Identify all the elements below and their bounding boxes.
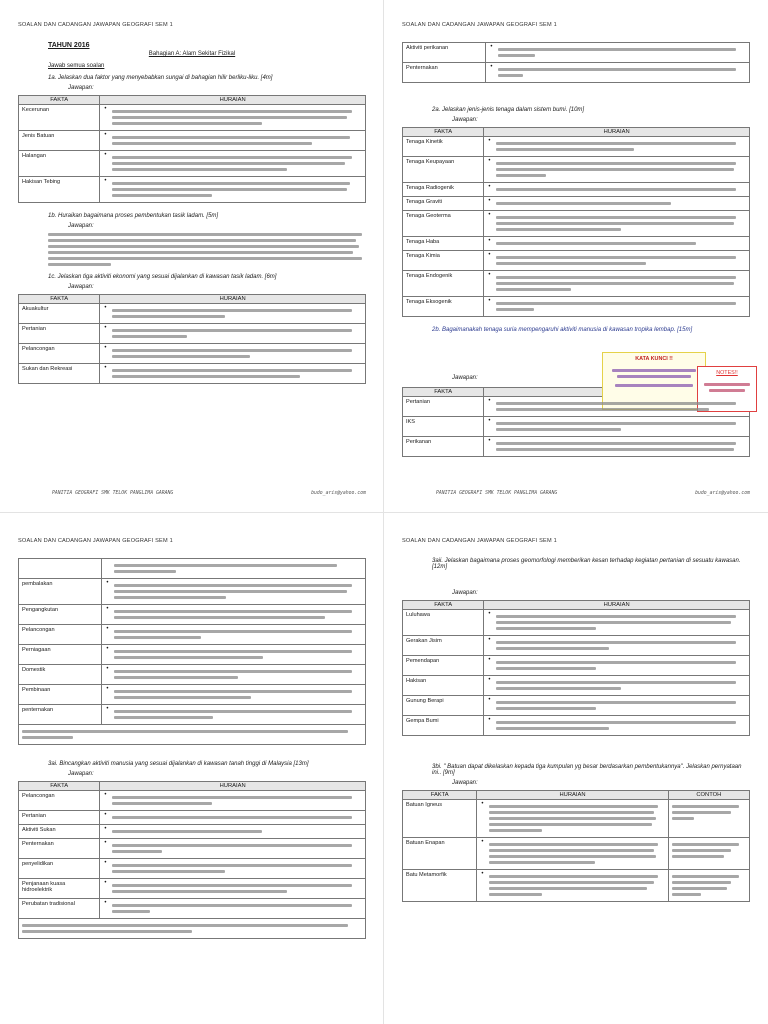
table-row	[19, 364, 366, 384]
fakta-cell: Tenaga Eksogenik	[403, 297, 484, 317]
fakta-cell: penternakan	[19, 705, 102, 725]
fakta-cell: Batuan Enapan	[403, 838, 477, 870]
page-header: SOALAN DAN CADANGAN JAWAPAN GEOGRAFI SEM 1	[402, 22, 557, 28]
answer-table-2b	[402, 387, 750, 457]
table-row	[403, 800, 750, 838]
question-3ai: 3ai. Bincangkan aktiviti manusia yang sesuai dijalankan di kawasan tanah tinggi di Malaysia [13m]	[48, 761, 309, 767]
huraian-cell	[100, 344, 366, 364]
table-row	[403, 656, 750, 676]
table-row	[19, 605, 366, 625]
page-header: SOALAN DAN CADANGAN JAWAPAN GEOGRAFI SEM 1	[402, 538, 557, 544]
table-row	[403, 870, 750, 902]
huraian-cell	[100, 859, 366, 879]
fakta-cell: Gerakan Jisim	[403, 636, 484, 656]
table-header-huraian: HURAIAN	[100, 782, 366, 791]
table-header-huraian: HURAIAN	[100, 295, 366, 304]
answer-label: Jawapan:	[68, 85, 94, 91]
fakta-cell: Domestik	[19, 665, 102, 685]
huraian-cell	[102, 685, 366, 705]
table-header-contoh: CONTOH	[668, 791, 749, 800]
answer-label: Jawapan:	[68, 284, 94, 290]
fakta-cell: Penternakan	[403, 63, 486, 83]
fakta-cell: Batu Metamorfik	[403, 870, 477, 902]
answer-label: Jawapan:	[452, 590, 478, 596]
answer-table-continued	[402, 42, 750, 83]
huraian-cell	[100, 177, 366, 203]
huraian-cell	[486, 43, 750, 63]
huraian-cell	[484, 237, 750, 251]
fakta-cell: Batuan Igneus	[403, 800, 477, 838]
huraian-cell	[477, 838, 668, 870]
table-row	[403, 271, 750, 297]
fakta-cell: Tenaga Geoterma	[403, 211, 484, 237]
huraian-cell	[100, 791, 366, 811]
document-page-4	[390, 520, 762, 1020]
conclusion-row	[19, 725, 366, 745]
huraian-cell	[484, 297, 750, 317]
huraian-cell	[100, 825, 366, 839]
table-row	[19, 859, 366, 879]
answer-paragraph	[48, 233, 362, 266]
huraian-cell	[484, 417, 750, 437]
table-row	[19, 344, 366, 364]
fakta-cell: Pelancongan	[19, 625, 102, 645]
fakta-cell: Tenaga Graviti	[403, 197, 484, 211]
fakta-cell: penyelidikan	[19, 859, 100, 879]
question-1a: 1a. Jelaskan dua faktor yang menyebabkan sungai di bahagian hilir berliku-liku. [4m]	[48, 75, 273, 81]
table-header-huraian: HURAIAN	[484, 601, 750, 610]
huraian-cell	[484, 397, 750, 417]
fakta-cell: Pembinaan	[19, 685, 102, 705]
huraian-cell	[100, 304, 366, 324]
huraian-cell	[477, 800, 668, 838]
table-row	[403, 211, 750, 237]
key-word-title: KATA KUNCI !!	[635, 356, 673, 362]
table-row	[403, 43, 750, 63]
page-header: SOALAN DAN CADANGAN JAWAPAN GEOGRAFI SEM 1	[18, 22, 173, 28]
table-row	[403, 297, 750, 317]
question-2a: 2a. Jelaskan jenis-jenis tenaga dalam sistem bumi. [10m]	[432, 107, 585, 113]
answer-table-2a	[402, 127, 750, 317]
fakta-cell: Perikanan	[403, 437, 484, 457]
huraian-cell	[484, 676, 750, 696]
huraian-cell	[100, 105, 366, 131]
huraian-cell	[484, 716, 750, 736]
fakta-cell	[19, 559, 102, 579]
fakta-cell: Pelancongan	[19, 791, 100, 811]
huraian-cell	[484, 271, 750, 297]
table-header-fakta: FAKTA	[403, 601, 484, 610]
huraian-cell	[100, 811, 366, 825]
table-header-fakta: FAKTA	[19, 295, 100, 304]
fakta-cell: IKS	[403, 417, 484, 437]
table-row	[19, 665, 366, 685]
document-page-1	[6, 4, 378, 504]
table-row	[403, 157, 750, 183]
fakta-cell: Gunung Berapi	[403, 696, 484, 716]
fakta-cell: Penternakan	[19, 839, 100, 859]
answer-label: Jawapan:	[68, 771, 94, 777]
huraian-cell	[100, 324, 366, 344]
table-row	[19, 151, 366, 177]
answer-table-1a	[18, 95, 366, 203]
document-page-2	[390, 4, 762, 504]
answer-label: Jawapan:	[452, 117, 478, 123]
table-row	[403, 610, 750, 636]
table-row	[19, 825, 366, 839]
fakta-cell: Jenis Batuan	[19, 131, 100, 151]
fakta-cell: Tenaga Kinetik	[403, 137, 484, 157]
table-row	[403, 397, 750, 417]
fakta-cell: Tenaga Endogenik	[403, 271, 484, 297]
table-row	[403, 696, 750, 716]
page-header: SOALAN DAN CADANGAN JAWAPAN GEOGRAFI SEM 1	[18, 538, 173, 544]
huraian-cell	[100, 151, 366, 177]
footer-email: budo_aris@yahoo.com	[695, 491, 750, 496]
fakta-cell: Penjanaan kuasa hidroelektrik	[19, 879, 100, 899]
huraian-cell	[477, 870, 668, 902]
question-3bi: 3bi. " Batuan dapat dikelaskan kepada tiga kumpulan yg besar berdasarkan pembentukannya". Jelaskan pernyataan ini.. [9m]	[432, 764, 742, 776]
table-header-fakta: FAKTA	[403, 791, 477, 800]
table-row	[19, 839, 366, 859]
huraian-cell	[102, 559, 366, 579]
table-header-huraian: HURAIAN	[477, 791, 668, 800]
table-row	[19, 579, 366, 605]
page-footer	[436, 491, 750, 496]
contoh-cell	[668, 800, 749, 838]
page-footer	[52, 491, 366, 496]
fakta-cell: Perniagaan	[19, 645, 102, 665]
table-row	[19, 625, 366, 645]
table-row	[403, 183, 750, 197]
huraian-cell	[102, 625, 366, 645]
footer-email: budo_aris@yahoo.com	[311, 491, 366, 496]
table-row	[19, 791, 366, 811]
conclusion-row	[19, 919, 366, 939]
table-row	[403, 237, 750, 251]
huraian-cell	[100, 839, 366, 859]
table-row	[403, 63, 750, 83]
huraian-cell	[100, 879, 366, 899]
conclusion-cell	[19, 919, 366, 939]
question-2b: 2b. Bagaimanakah tenaga suria mempengaruhi aktiviti manusia di kawasan tropika lembap. [15m]	[432, 327, 693, 333]
table-row	[19, 879, 366, 899]
table-row	[19, 685, 366, 705]
fakta-cell: Tenaga Keupayaan	[403, 157, 484, 183]
huraian-cell	[100, 364, 366, 384]
fakta-cell: Gempa Bumi	[403, 716, 484, 736]
huraian-cell	[484, 211, 750, 237]
table-header-huraian: HURAIAN	[100, 96, 366, 105]
answer-table-3bi	[402, 790, 750, 902]
instruction: Jawab semua soalan	[48, 63, 105, 69]
huraian-cell	[102, 665, 366, 685]
fakta-cell: Pertanian	[403, 397, 484, 417]
table-row	[403, 636, 750, 656]
huraian-cell	[484, 636, 750, 656]
conclusion-cell	[19, 725, 366, 745]
table-row	[19, 177, 366, 203]
answer-label: Jawapan:	[452, 780, 478, 786]
table-row	[403, 838, 750, 870]
notes-title: NOTES!!	[716, 370, 738, 376]
table-row	[19, 304, 366, 324]
table-header-fakta: FAKTA	[403, 128, 484, 137]
table-row	[19, 559, 366, 579]
answer-table-2b-continued	[18, 558, 366, 745]
fakta-cell: Kecerunan	[19, 105, 100, 131]
table-header-fakta: FAKTA	[19, 782, 100, 791]
contoh-cell	[668, 870, 749, 902]
fakta-cell: Perubatan tradisional	[19, 899, 100, 919]
fakta-cell: Hakisan	[403, 676, 484, 696]
fakta-cell: Pemendapan	[403, 656, 484, 676]
document-page-3	[6, 520, 378, 1020]
fakta-cell: Tenaga Kimia	[403, 251, 484, 271]
fakta-cell: Hakisan Tebing	[19, 177, 100, 203]
huraian-cell	[484, 251, 750, 271]
huraian-cell	[484, 157, 750, 183]
question-1c: 1c. Jelaskan tiga aktiviti ekonomi yang sesuai dijalankan di kawasan tasik ladam. [6m]	[48, 274, 277, 280]
table-row	[19, 324, 366, 344]
huraian-cell	[484, 696, 750, 716]
table-header-fakta: FAKTA	[19, 96, 100, 105]
table-header-huraian: HURAIAN	[484, 128, 750, 137]
table-row	[19, 705, 366, 725]
huraian-cell	[102, 579, 366, 605]
fakta-cell: Sukan dan Rekreasi	[19, 364, 100, 384]
huraian-cell	[100, 899, 366, 919]
huraian-cell	[484, 656, 750, 676]
question-3aii: 3aii. Jelaskan bagaimana proses geomorfologi memberikan kesan terhadap kegiatan pertanian di sesuatu kawasan. [12m]	[432, 558, 741, 570]
fakta-cell: Pertanian	[19, 811, 100, 825]
table-row	[403, 197, 750, 211]
huraian-cell	[484, 137, 750, 157]
fakta-cell: Tenaga Radiogenik	[403, 183, 484, 197]
answer-label: Jawapan:	[68, 223, 94, 229]
table-row	[403, 137, 750, 157]
table-row	[403, 716, 750, 736]
exam-year: TAHUN 2016	[48, 42, 90, 49]
fakta-cell: Pelancongan	[19, 344, 100, 364]
answer-table-1c	[18, 294, 366, 384]
page-divider-horizontal	[0, 512, 768, 513]
fakta-cell: Aktiviti perikanan	[403, 43, 486, 63]
huraian-cell	[484, 197, 750, 211]
table-row	[403, 676, 750, 696]
fakta-cell: pembalakan	[19, 579, 102, 605]
fakta-cell: Pengangkutan	[19, 605, 102, 625]
contoh-cell	[668, 838, 749, 870]
huraian-cell	[484, 610, 750, 636]
huraian-cell	[102, 645, 366, 665]
fakta-cell: Akuakultur	[19, 304, 100, 324]
fakta-cell: Aktiviti Sukan	[19, 825, 100, 839]
huraian-cell	[100, 131, 366, 151]
footer-panel-name: PANITIA GEOGRAFI SMK TELOK PANGLIMA GARANG	[436, 491, 558, 496]
answer-table-3ai	[18, 781, 366, 939]
fakta-cell: Tenaga Haba	[403, 237, 484, 251]
table-row	[19, 131, 366, 151]
table-row	[403, 437, 750, 457]
huraian-cell	[484, 183, 750, 197]
footer-panel-name: PANITIA GEOGRAFI SMK TELOK PANGLIMA GARANG	[52, 491, 174, 496]
table-row	[19, 899, 366, 919]
table-row	[403, 251, 750, 271]
huraian-cell	[102, 605, 366, 625]
table-row	[19, 105, 366, 131]
answer-table-3aii	[402, 600, 750, 736]
fakta-cell: Pertanian	[19, 324, 100, 344]
huraian-cell	[486, 63, 750, 83]
table-row	[403, 417, 750, 437]
table-row	[19, 645, 366, 665]
table-row	[19, 811, 366, 825]
fakta-cell: Luluhawa	[403, 610, 484, 636]
section-title: Bahagian A: Alam Sekitar Fizikal	[148, 51, 236, 57]
answer-label: Jawapan:	[452, 375, 478, 381]
huraian-cell	[102, 705, 366, 725]
question-1b: 1b. Huraikan bagaimana proses pembentukan tasik ladam. [5m]	[48, 213, 219, 219]
huraian-cell	[484, 437, 750, 457]
fakta-cell: Halangan	[19, 151, 100, 177]
table-header-fakta: FAKTA	[403, 388, 484, 397]
